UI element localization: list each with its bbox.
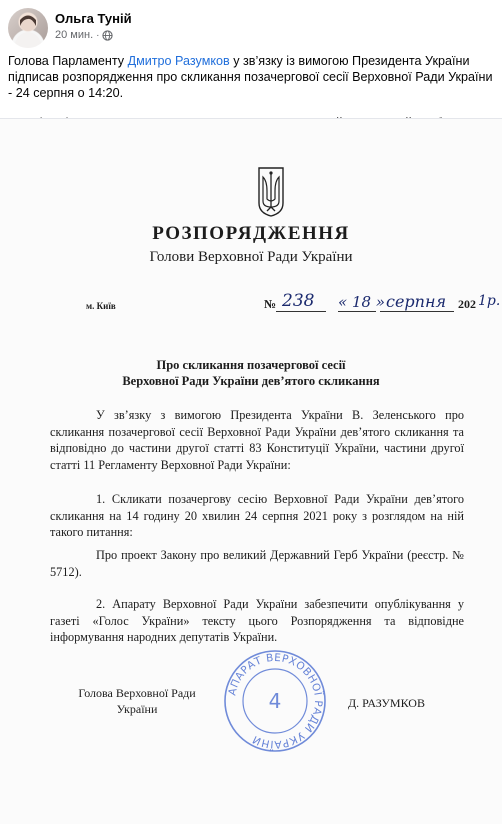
document-image[interactable]	[0, 118, 502, 824]
subject-line-1: Про скликання позачергової сесії	[156, 358, 346, 372]
mention-link[interactable]: Дмитро Разумков	[127, 54, 230, 68]
document-number: 238	[282, 291, 315, 311]
document-subject	[0, 357, 502, 389]
signer-title: Голова Верховної Ради України	[78, 686, 196, 716]
document-item-1: 1. Скликати позачергову сесію Верховної Ради України дев’ятого скликання на 14 годину 20 хвилин 24 серпня 2021 року з розглядом на ній такого питання:	[50, 492, 464, 539]
post-header	[8, 8, 498, 48]
signer-name: Д. РАЗУМКОВ	[348, 696, 425, 710]
month-underline	[380, 311, 454, 312]
document-intro: У зв’язку з вимогою Президента України В. Зеленського про скликання позачергової сесії Верховної Ради України дев’ятого скликання та відповідно до частини другої статті 83 Конституції України, частини другої статті 11 Регламенту Верховної Ради України:	[50, 408, 464, 472]
post-time[interactable]: 20 мин.	[55, 29, 94, 41]
document-item-2: 2. Апарату Верховної Ради України забезпечити опублікування у газеті «Голос України» тексту цього Розпорядження та відповідне інформування народних депутатів України.	[50, 597, 464, 644]
document-day: « 18 »	[338, 293, 385, 311]
post-text-part: Голова Парламенту	[8, 54, 128, 68]
post-text-part: у зв’язку із вимогою Президента України підписав розпорядження про скликання позачергової сесії Верховної Ради України - 24 серпня о 14:20.	[8, 54, 493, 100]
document-item-1-topic: Про проект Закону про великий Державний Герб України (реєстр. № 5712).	[50, 548, 464, 579]
number-underline	[276, 311, 326, 312]
coat-of-arms-icon	[258, 167, 284, 217]
subject-line-2: Верховної Ради України дев’ятого скликання	[122, 374, 380, 388]
number-prefix: №	[264, 297, 277, 311]
post-paragraph	[8, 53, 496, 101]
year-prefix: 202	[458, 297, 476, 311]
document-title: РОЗПОРЯДЖЕННЯ	[152, 223, 350, 244]
day-underline	[338, 311, 376, 312]
meta-separator: ·	[96, 29, 100, 41]
avatar-image	[8, 8, 48, 48]
document-city: м. Київ	[86, 301, 116, 311]
document-year: 1р.	[478, 293, 501, 309]
avatar[interactable]	[8, 8, 48, 48]
globe-icon[interactable]	[102, 30, 113, 41]
document-month: серпня	[386, 292, 447, 311]
document-number-line	[264, 291, 501, 315]
post-meta	[55, 29, 113, 41]
document-subtitle: Голови Верховної Ради України	[149, 249, 353, 265]
stamp-image	[222, 648, 328, 754]
post-author[interactable]: Ольга Туній	[55, 11, 132, 26]
stamp-center: 4	[268, 689, 282, 713]
stamp-text: АПАРАТ ВЕРХОВНОЇ РАДИ УКРАЇНИ	[226, 651, 325, 751]
